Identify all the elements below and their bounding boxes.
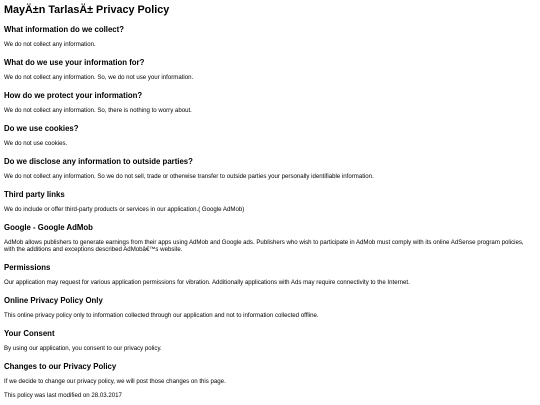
page-title: MayÄ±n TarlasÄ± Privacy Policy	[4, 4, 170, 16]
section-body: If we decide to change our privacy policy, we will post those changes on this page.	[4, 378, 226, 385]
section-heading: Your Consent	[4, 329, 55, 338]
section-body: AdMob allows publishers to generate earnings from their apps using AdMob and Google ads. Publishers who wish to participate in AdMob must comply with its online AdSense program policies, with the additions and exceptions described AdMobâ€™s website.	[4, 239, 524, 253]
section-heading: How do we protect your information?	[4, 91, 143, 100]
last-modified-note: This policy was last modified on 28.03.2017	[4, 392, 122, 399]
section-third-party	[4, 190, 536, 213]
section-changes	[4, 362, 536, 385]
section-cookies	[4, 124, 536, 147]
section-online-only	[4, 296, 536, 319]
section-body: This online privacy policy only to information collected through our application and not to information collected offline.	[4, 312, 319, 319]
section-heading: Do we use cookies?	[4, 124, 79, 133]
section-body: Our application may request for various application permissions for vibration. Additionally applications with Ads may require connectivity to the Internet.	[4, 279, 410, 286]
section-heading: Online Privacy Policy Only	[4, 296, 103, 305]
section-body: We do not collect any information. So, there is nothing to worry about.	[4, 107, 192, 114]
section-consent	[4, 329, 536, 352]
section-heading: What information do we collect?	[4, 25, 124, 34]
section-disclose	[4, 157, 536, 180]
section-body: We do not collect any information. So we do not sell, trade or otherwise transfer to outside parties your personally identifiable information.	[4, 173, 374, 180]
section-use	[4, 58, 536, 81]
section-heading: What do we use your information for?	[4, 58, 145, 67]
section-admob	[4, 223, 536, 253]
section-heading: Third party links	[4, 190, 65, 199]
section-heading: Google - Google AdMob	[4, 223, 93, 232]
section-body: We do not use cookies.	[4, 140, 68, 147]
section-heading: Do we disclose any information to outside parties?	[4, 157, 193, 166]
section-permissions	[4, 263, 536, 286]
section-body: We do include or offer third-party products or services in our application.( Google AdMob)	[4, 206, 245, 213]
section-body: We do not collect any information.	[4, 41, 96, 48]
section-body: By using our application, you consent to our privacy policy.	[4, 345, 162, 352]
section-collect	[4, 25, 536, 48]
section-heading: Permissions	[4, 263, 51, 272]
section-heading: Changes to our Privacy Policy	[4, 362, 117, 371]
section-body: We do not collect any information. So, we do not use your information.	[4, 74, 194, 81]
section-protect	[4, 91, 536, 114]
